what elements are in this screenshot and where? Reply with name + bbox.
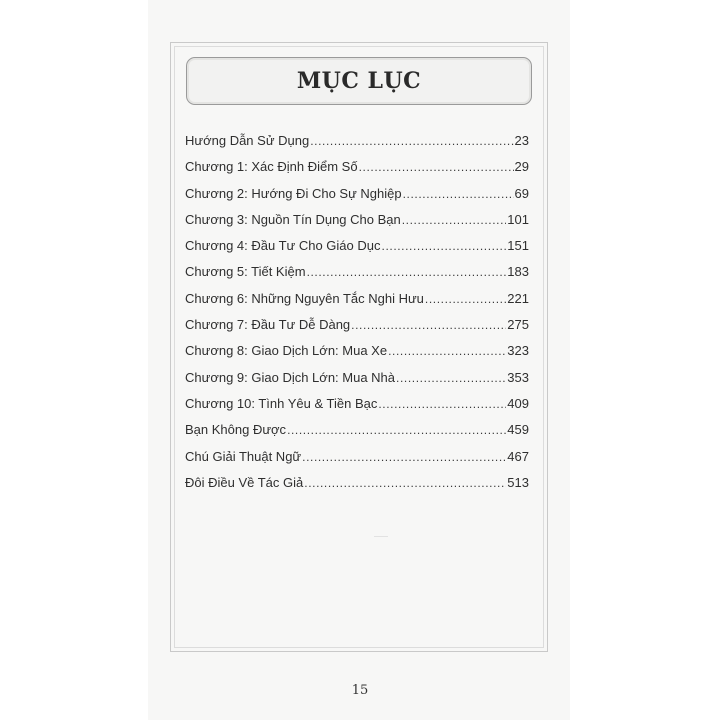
toc-entry-label: Chương 7: Đầu Tư Dễ Dàng <box>185 317 351 333</box>
toc-entry-page: 353 <box>507 369 529 385</box>
toc-entry-label: Chương 9: Giao Dịch Lớn: Mua Nhà <box>185 369 396 385</box>
toc-entry-page: 101 <box>507 211 529 227</box>
toc-entry-label: Bạn Không Được <box>185 422 287 438</box>
toc-entry[interactable] <box>185 212 529 238</box>
toc-entry[interactable] <box>185 264 529 290</box>
toc-entry-page: 221 <box>507 290 529 306</box>
toc-leader-dots <box>378 397 506 411</box>
toc-entry-label: Chương 2: Hướng Đi Cho Sự Nghiệp <box>185 185 402 201</box>
toc-entry-page: 275 <box>507 317 529 333</box>
toc-entry[interactable] <box>185 343 529 369</box>
toc-entry[interactable] <box>185 317 529 343</box>
toc-entry-page: 323 <box>507 343 529 359</box>
toc-entry-page: 29 <box>514 159 529 175</box>
toc-leader-dots <box>287 423 506 437</box>
toc-leader-dots <box>402 213 507 227</box>
toc-entry-page: 409 <box>507 395 529 411</box>
toc-entry[interactable] <box>185 449 529 475</box>
toc-leader-dots <box>351 318 506 332</box>
toc-entry-label: Chương 3: Nguồn Tín Dụng Cho Bạn <box>185 211 401 227</box>
table-of-contents <box>185 133 529 501</box>
toc-entry-label: Chú Giải Thuật Ngữ <box>185 448 302 464</box>
page-title: MỤC LỤC <box>296 68 422 94</box>
toc-entry-label: Chương 6: Những Nguyên Tắc Nghi Hưu <box>185 290 424 306</box>
toc-leader-dots <box>425 292 506 306</box>
toc-leader-dots <box>302 450 506 464</box>
toc-entry-label: Chương 4: Đầu Tư Cho Giáo Dục <box>185 238 381 254</box>
toc-entry[interactable] <box>185 238 529 264</box>
toc-entry[interactable] <box>185 396 529 422</box>
toc-entry[interactable] <box>185 186 529 212</box>
toc-entry-label: Đôi Điều Về Tác Giả <box>185 474 304 490</box>
toc-entry[interactable] <box>185 159 529 185</box>
toc-entry-page: 183 <box>507 264 529 280</box>
toc-entry[interactable] <box>185 133 529 159</box>
toc-entry[interactable] <box>185 370 529 396</box>
faint-mark <box>374 536 388 537</box>
title-box <box>186 57 532 105</box>
toc-entry-label: Chương 10: Tình Yêu & Tiền Bạc <box>185 395 378 411</box>
toc-entry-page: 459 <box>507 422 529 438</box>
toc-entry-label: Chương 8: Giao Dịch Lớn: Mua Xe <box>185 343 388 359</box>
toc-entry-page: 69 <box>514 185 529 201</box>
page-number: 15 <box>351 683 369 698</box>
toc-leader-dots <box>304 476 506 490</box>
toc-leader-dots <box>307 265 507 279</box>
toc-entry[interactable] <box>185 422 529 448</box>
toc-leader-dots <box>310 134 513 148</box>
toc-entry-label: Hướng Dẫn Sử Dụng <box>185 133 310 148</box>
toc-entry[interactable] <box>185 475 529 501</box>
toc-leader-dots <box>388 344 506 358</box>
toc-leader-dots <box>382 239 507 253</box>
toc-leader-dots <box>396 371 506 385</box>
toc-leader-dots <box>359 160 514 174</box>
toc-entry-page: 23 <box>514 133 529 148</box>
toc-entry-page: 467 <box>507 448 529 464</box>
toc-leader-dots <box>403 187 514 201</box>
toc-entry-page: 151 <box>507 238 529 254</box>
toc-entry-label: Chương 5: Tiết Kiệm <box>185 264 306 280</box>
toc-entry-label: Chương 1: Xác Định Điểm Số <box>185 159 358 175</box>
toc-entry-page: 513 <box>507 474 529 490</box>
toc-entry[interactable] <box>185 291 529 317</box>
